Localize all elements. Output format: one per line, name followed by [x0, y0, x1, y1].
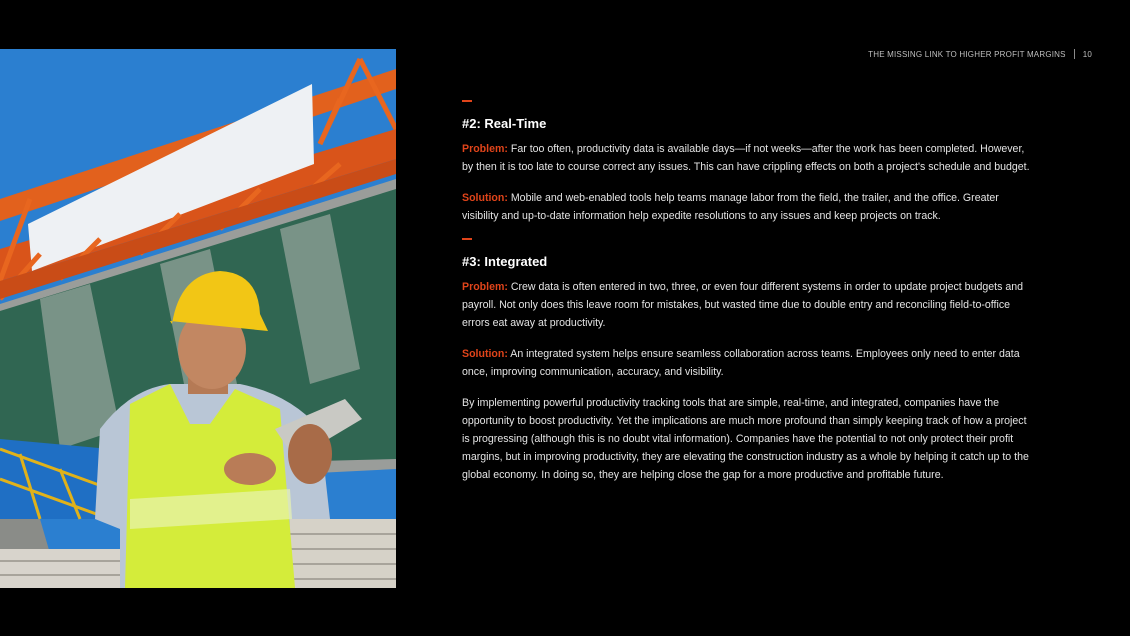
- solution-label: Solution:: [462, 348, 508, 360]
- main-content: [462, 100, 1037, 497]
- problem-paragraph: [462, 140, 1037, 176]
- solution-text: Mobile and web-enabled tools help teams manage labor from the field, the trailer, and the office. Greater visibility and up-to-date information help expedite resolutions to any issues and keep projects on track.: [462, 192, 999, 222]
- photo-illustration: [0, 49, 396, 588]
- section-title: #2: Real-Time: [462, 116, 547, 131]
- accent-dash: [462, 100, 472, 102]
- problem-paragraph: [462, 278, 1037, 332]
- section-integrated: [462, 238, 1037, 381]
- solution-text: An integrated system helps ensure seamless collaboration across teams. Employees only need to enter data once, improving communication, accuracy, and visibility.: [462, 348, 1020, 378]
- problem-text: Far too often, productivity data is available days—if not weeks—after the work has been completed. However, by then it is too late to course correct any issues. This can have crippling effects on both a project's schedule and budget.: [462, 143, 1030, 173]
- solution-label: Solution:: [462, 192, 508, 204]
- conclusion-paragraph: By implementing powerful productivity tracking tools that are simple, real-time, and integrated, companies have the opportunity to boost productivity. Yet the implications are much more profound than simply keeping track of how a project is progressing (although this is no doubt vital information). Companies have the potential to not only protect their profit margins, but in improving productivity, they are elevating the construction industry as a whole by helping it catch up to the global economy. In doing so, they are helping close the gap for a more productive and profitable future.: [462, 397, 1029, 481]
- accent-dash: [462, 238, 472, 240]
- problem-label: Problem:: [462, 281, 508, 293]
- page-number: 10: [1082, 49, 1092, 59]
- section-title: #3: Integrated: [462, 254, 548, 269]
- header-divider: [1074, 49, 1075, 59]
- solution-paragraph: [462, 345, 1037, 381]
- construction-worker-photo: [0, 49, 396, 588]
- solution-paragraph: [462, 189, 1037, 225]
- section-real-time: [462, 100, 1037, 225]
- problem-text: Crew data is often entered in two, three, or even four different systems in order to update project budgets and payroll. Not only does this leave room for mistakes, but wasted time due to double entry and reconciling field-to-office errors eat away at productivity.: [462, 281, 1023, 329]
- page-header: [868, 49, 1092, 59]
- document-title: THE MISSING LINK TO HIGHER PROFIT MARGINS: [868, 49, 1066, 59]
- problem-label: Problem:: [462, 143, 508, 155]
